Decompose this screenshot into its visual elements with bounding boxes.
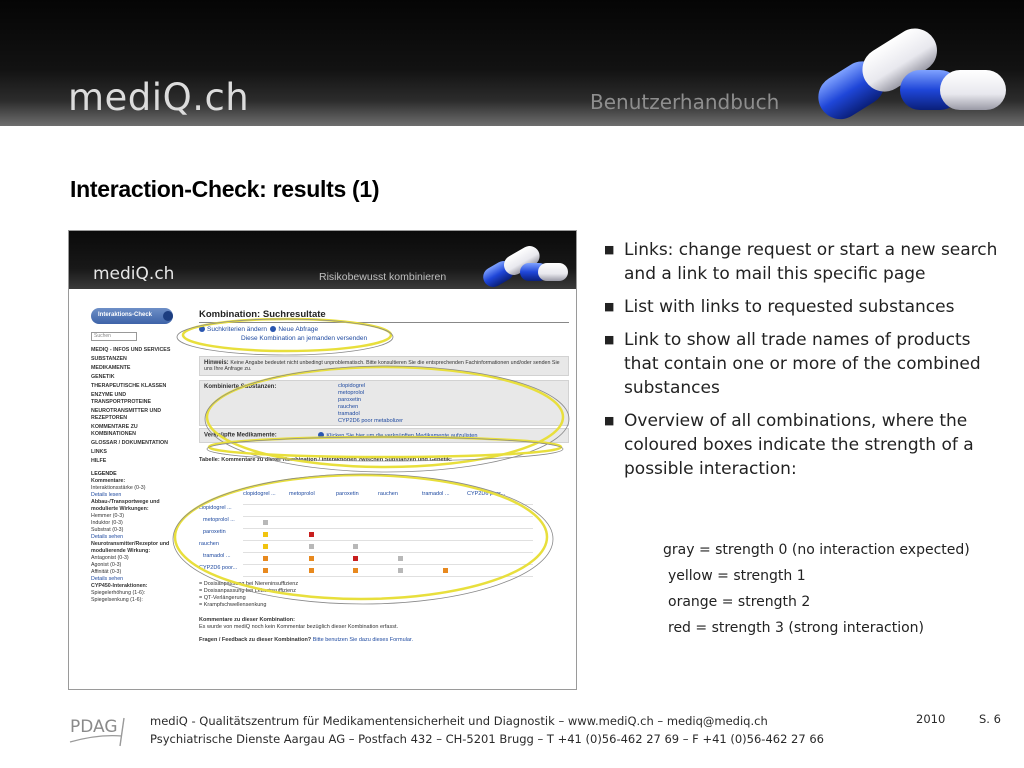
interaction-cell-gray[interactable]: [263, 520, 268, 525]
interaction-cell-orange[interactable]: [353, 568, 358, 573]
matrix-gridline: [243, 564, 533, 565]
nav-item[interactable]: LINKS: [91, 449, 107, 455]
substance-link[interactable]: rauchen: [338, 404, 359, 410]
nav-item[interactable]: ENZYME UND TRANSPORTPROTEINE: [91, 392, 152, 405]
interaction-cell-orange[interactable]: [263, 556, 268, 561]
matrix-row-header[interactable]: CYP2D6 poor...: [199, 565, 238, 571]
pdag-logo-text: PDAG: [70, 717, 118, 737]
screenshot-notes: [199, 581, 569, 644]
screenshot-banner: [69, 231, 577, 289]
feedback-label: Fragen / Feedback zu dieser Kombination?: [199, 637, 312, 643]
arrow-icon: [163, 311, 173, 321]
bullet-text: Overview of all combinations, where the coloured boxes indicate the strength of a possible interaction:: [624, 411, 974, 479]
bullet-text: Links: change request or start a new search and a link to mail this specific page: [624, 240, 998, 284]
matrix-column-header[interactable]: CYP2D6 poor...: [467, 491, 506, 497]
interaction-check-button[interactable]: [91, 308, 173, 324]
feedback-form-link[interactable]: Bitte benutzen Sie dazu dieses Formular.: [312, 637, 413, 643]
note-line: = QT-Verlängerung: [199, 595, 246, 601]
screenshot-sidebar: [91, 308, 177, 604]
slide-title: Interaction-Check: results (1): [70, 176, 380, 202]
legend-orange: orange = strength 2: [668, 594, 811, 610]
footer-text: [150, 712, 824, 748]
nav-item[interactable]: KOMMENTARE ZU KOMBINATIONEN: [91, 424, 138, 437]
note-line: = Dosisanpassung bei Niereninsuffizienz: [199, 581, 299, 587]
legend-line: Kommentare:: [91, 478, 126, 484]
arrow-icon: [199, 326, 205, 332]
square-bullet-icon: ■: [604, 414, 615, 427]
interaction-cell-gray[interactable]: [353, 544, 358, 549]
legend-line: Hemmer (0-3): [91, 513, 124, 519]
bullet-item: [604, 328, 1004, 400]
matrix-row-header[interactable]: paroxetin: [203, 529, 226, 535]
legend-red: red = strength 3 (strong interaction): [668, 620, 924, 636]
matrix-gridline: [243, 504, 533, 505]
change-criteria-link[interactable]: Suchkriterien ändern: [207, 326, 267, 333]
sidebar-nav: [91, 347, 177, 465]
matrix-column-header[interactable]: clopidogrel ...: [243, 491, 276, 497]
legend-line: Substrat (0-3): [91, 527, 124, 533]
nav-item[interactable]: GLOSSAR / DOKUMENTATION: [91, 440, 168, 446]
pdag-logo: [68, 712, 143, 752]
matrix-column-header[interactable]: paroxetin: [336, 491, 359, 497]
screenshot-tagline: Risikobewusst kombinieren: [319, 271, 447, 283]
legend-title: LEGENDE: [91, 471, 117, 477]
results-heading: Kombination: Suchresultate: [199, 309, 326, 320]
legend-line: Spiegelsenkung (1-6):: [91, 597, 143, 603]
nav-item[interactable]: GENETIK: [91, 374, 115, 380]
screenshot-pills-image: [474, 231, 577, 289]
interaction-cell-orange[interactable]: [443, 568, 448, 573]
linked-label: Verknüpfte Medikamente:: [204, 432, 277, 439]
hint-text: Keine Angabe bedeutet nicht unbedingt unproblematisch. Bitte konsultieren Sie die entsprechenden Fachinformationen und/oder senden Sie uns Ihre Anfrage zu.: [204, 360, 560, 372]
bullet-text: Link to show all trade names of products that contain one or more of the combined substances: [624, 330, 981, 398]
new-query-link[interactable]: Neue Abfrage: [278, 326, 319, 333]
nav-item[interactable]: SUBSTANZEN: [91, 356, 127, 362]
matrix-gridline: [243, 528, 533, 529]
divider: [199, 322, 569, 323]
strength-legend: [663, 537, 970, 641]
capsule-pills-image: [800, 0, 1024, 126]
matrix-gridline: [243, 540, 533, 541]
legend-line: Induktor (0-3): [91, 520, 123, 526]
hint-label: Hinweis:: [204, 360, 229, 366]
substance-link[interactable]: clopidogrel: [338, 383, 366, 389]
table-caption: Tabelle: Kommentare zu dieser Kombination / Interaktionen zwischen Substanzen und Genetik:: [199, 456, 452, 463]
hint-box: [199, 356, 569, 376]
nav-item[interactable]: HILFE: [91, 458, 107, 464]
nav-item[interactable]: MEDIQ - INFOS UND SERVICES: [91, 347, 171, 353]
legend-line: Interaktionsstärke (0-3): [91, 485, 146, 491]
matrix-gridline: [243, 552, 533, 553]
interaction-cell-orange[interactable]: [309, 556, 314, 561]
matrix-gridline: [243, 576, 533, 577]
screenshot-main: [199, 309, 569, 463]
bullet-item: [604, 409, 1004, 481]
footer-line-1: mediQ - Qualitätszentrum für Medikamentensicherheit und Diagnostik – www.mediQ.ch – mediq@mediq.ch: [150, 714, 768, 728]
legend-line: Abbau-/Transportwege und modulierte Wirkungen:: [91, 499, 160, 512]
mediq-logo: mediQ.ch: [68, 76, 250, 119]
page-number: S. 6: [979, 712, 1001, 726]
legend-line: Neurotransmitter/Rezeptor und modulierende Wirkung:: [91, 541, 170, 554]
bullet-item: [604, 238, 1004, 286]
interaction-cell-gray[interactable]: [309, 544, 314, 549]
footer-year: 2010: [916, 712, 946, 726]
interaction-cell-red[interactable]: [353, 556, 358, 561]
interaction-cell-gray[interactable]: [398, 568, 403, 573]
screenshot-logo: mediQ.ch: [93, 264, 175, 284]
matrix-gridline: [243, 516, 533, 517]
comments-text: Es wurde von mediQ noch kein Kommentar bezüglich dieser Kombination erfasst.: [199, 624, 399, 630]
square-bullet-icon: ■: [604, 333, 615, 346]
matrix-row-header[interactable]: clopidogrel ...: [199, 505, 232, 511]
legend-gray: gray = strength 0 (no interaction expected): [663, 542, 970, 558]
interaction-cell-red[interactable]: [309, 532, 314, 537]
interaction-cell-yellow[interactable]: [263, 544, 268, 549]
legend-line: Agonist (0-3): [91, 562, 122, 568]
matrix-column-header[interactable]: metoprolol: [289, 491, 315, 497]
arrow-icon: [270, 326, 276, 332]
matrix-column-header[interactable]: rauchen: [378, 491, 398, 497]
legend-line[interactable]: Details lesen: [91, 492, 122, 498]
combined-label: Kombinierte Substanzen:: [204, 384, 277, 390]
note-line: = Krampfschwellensenkung: [199, 602, 267, 608]
send-combination-link[interactable]: Diese Kombination an jemanden versenden: [241, 335, 368, 342]
legend-line: Spiegelerhöhung (1-6):: [91, 590, 146, 596]
interaction-cell-gray[interactable]: [398, 556, 403, 561]
legend-line[interactable]: Details sehen: [91, 534, 124, 540]
arrow-icon: [318, 432, 324, 438]
legend-line: Antagonist (0-3): [91, 555, 129, 561]
legend-line: Affinität (0-3): [91, 569, 122, 575]
nav-item[interactable]: THERAPEUTISCHE KLASSEN: [91, 383, 167, 389]
bullet-item: [604, 295, 1004, 319]
legend-line: CYP450-Interaktionen:: [91, 583, 148, 589]
bullet-text: List with links to requested substances: [624, 297, 955, 317]
linked-medications-box: [199, 428, 569, 443]
matrix-column-header[interactable]: tramadol ...: [422, 491, 450, 497]
substance-link[interactable]: tramadol: [338, 411, 360, 417]
square-bullet-icon: ■: [604, 300, 615, 313]
legend-line[interactable]: Details sehen: [91, 576, 124, 582]
matrix-row-header[interactable]: metoprolol ...: [203, 517, 235, 523]
footer-line-2: Psychiatrische Dienste Aargau AG – Postfach 432 – CH-5201 Brugg – T +41 (0)56-462 27 69 – F +41 (0)56-462 27 66: [150, 732, 824, 746]
interaction-matrix: [199, 479, 533, 589]
note-line: = Dosisanpassung bei Leberinsuffizienz: [199, 588, 296, 594]
interaction-check-label: Interaktions-Check: [98, 312, 153, 318]
interaction-cell-orange[interactable]: [263, 568, 268, 573]
nav-item[interactable]: NEUROTRANSMITTER UND REZEPTOREN: [91, 408, 162, 421]
app-screenshot: [68, 230, 577, 690]
interaction-cell-orange[interactable]: [309, 568, 314, 573]
legend-yellow: yellow = strength 1: [668, 568, 806, 584]
list-linked-medications-link[interactable]: Klicken Sie hier um die verknüpften Medikamente aufzulisten: [326, 432, 478, 439]
square-bullet-icon: ■: [604, 243, 615, 256]
explanation-list: [604, 238, 1004, 490]
matrix-row-header[interactable]: tramadol ...: [203, 553, 231, 559]
substance-link[interactable]: metoprolol: [338, 390, 365, 396]
manual-label: Benutzerhandbuch: [590, 90, 780, 114]
comments-label: Kommentare zu dieser Kombination:: [199, 617, 295, 623]
search-input[interactable]: Suchen: [91, 332, 137, 341]
nav-item[interactable]: MEDIKAMENTE: [91, 365, 131, 371]
matrix-row-header[interactable]: rauchen: [199, 541, 219, 547]
interaction-cell-yellow[interactable]: [263, 532, 268, 537]
combined-substances-box: [199, 380, 569, 426]
substance-link[interactable]: CYP2D6 poor metabolizer: [338, 418, 403, 424]
screenshot-legend: [91, 471, 177, 604]
header-banner: [0, 0, 1024, 126]
substance-link[interactable]: paroxetin: [338, 397, 362, 403]
